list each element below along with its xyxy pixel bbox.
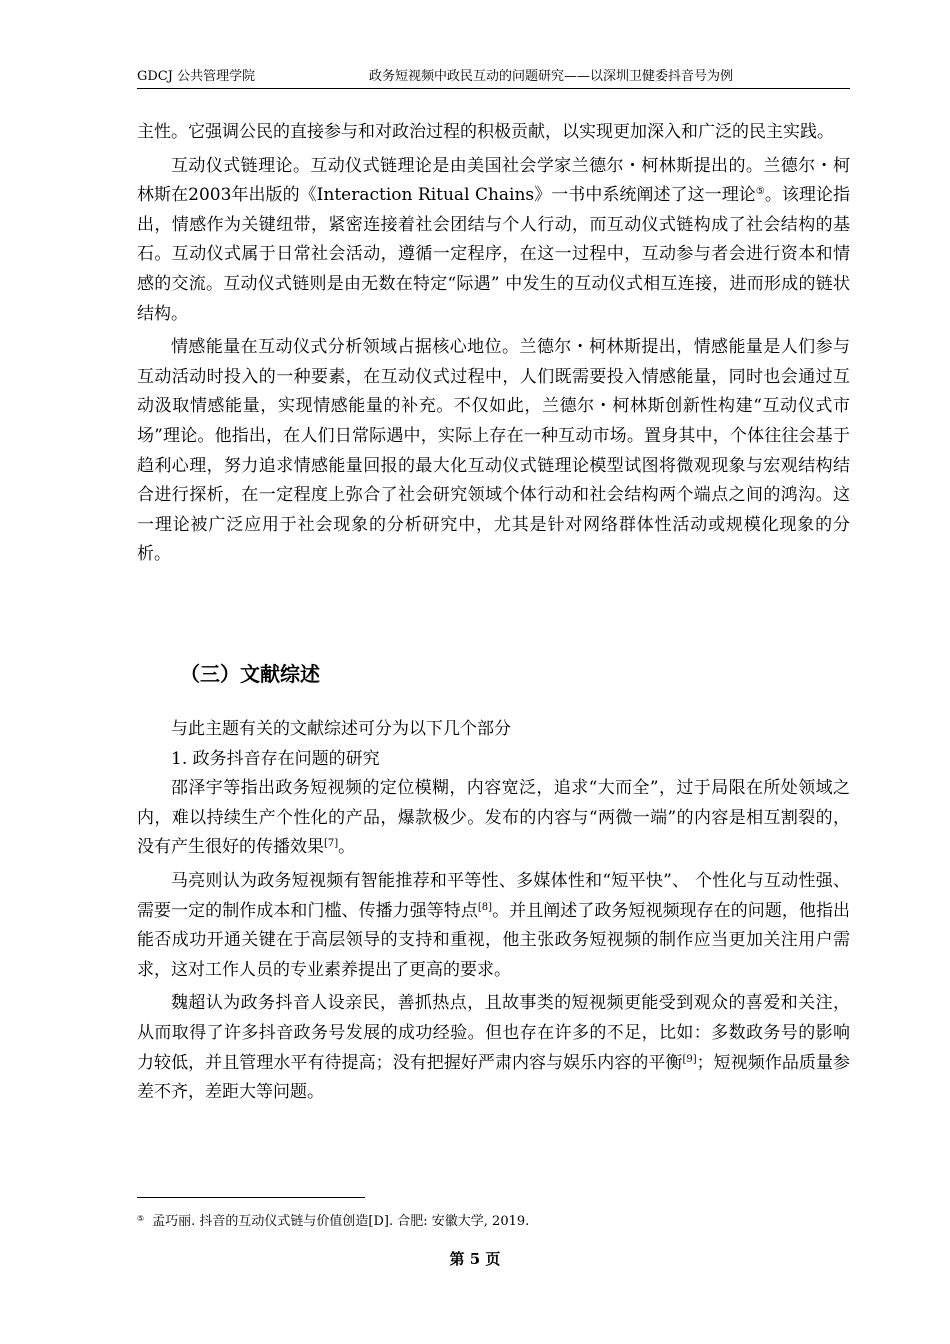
paragraph-text: 。 <box>338 837 356 858</box>
header-thesis-title: 政务短视频中政民互动的问题研究——以深圳卫健委抖音号为例 <box>369 69 734 84</box>
footnote-mark: ⑤ <box>137 1214 145 1223</box>
section-intro: 与此主题有关的文献综述可分为以下几个部分 <box>171 719 511 739</box>
paragraph-emotional-energy: 情感能量在互动仪式分析领域占据核心地位。兰德尔・柯林斯提出，情感能量是人们参与互动活动时投入的一种要素，在互动仪式过程中，人们既需要投入情感能量，同时也会通过互动汲取情感能量，实现情感能量的补充。不仅如此，兰德尔・柯林斯创新性构建“互动仪式市场”理论。他指出，在人们日常际遇中，实际上存在一种互动市场。置身其中，个体往往会基于趋利心理，努力追求情感能量回报的最大化互动仪式链理论模型试图将微观现象与宏观结构结合进行探析，在一定程度上弥合了社会研究领域个体行动和社会结构两个端点之间的鸿沟。这一理论被广泛应用于社会现象的分析研究中，尤其是针对网络群体性活动或规模化现象的分析。 <box>137 337 850 565</box>
paragraph-text: 。该理论指出，情感作为关键纽带，紧密连接着社会团结与个人行动，而互动仪式链构成了社会结构的基石。互动仪式属于日常社会活动，遵循一定程序，在这一过程中，互动参与者会进行资本和情感的交流。互动仪式链则是由无数在特定“际遇” 中发生的互动仪式相互连接，进而形成的链状结构。 <box>137 185 851 324</box>
paragraph-text: 互动仪式链理论。互动仪式链理论是由美国社会学家兰德尔・柯林斯提出的。兰德尔・柯林斯在2003年出版的《Interaction Ritual Chains》一书中系统阐述了这一理论 <box>137 155 850 206</box>
footnote-text: 孟巧丽. 抖音的互动仪式链与价值创造[D]. 合肥: 安徽大学, 2019. <box>152 1214 530 1229</box>
subsection-heading: 1. 政务抖音存在问题的研究 <box>171 748 380 769</box>
paragraph-text: 。并且阐述了政务短视频现存在的问题，他指出能否成功开通关键在于高层领导的支持和重视，他主张政务短视频的制作应当更加关注用户需求，这对工作人员的专业素养提出了更高的要求。 <box>137 900 851 980</box>
body-text-lower <box>137 715 850 1108</box>
body-text-upper <box>137 118 850 570</box>
paragraph-interaction-ritual-theory <box>137 152 850 330</box>
citation-reference[interactable]: [7] <box>324 838 339 850</box>
paragraph-continued: 主性。它强调公民的直接参与和对政治过程的积极贡献，以实现更加深入和广泛的民主实践。 <box>137 122 834 142</box>
paragraph-text: 魏超认为政务抖音人设亲民，善抓热点，且故事类的短视频更能受到观众的喜爱和关注，从而取得了许多抖音政务号发展的成功经验。但也存在许多的不足，比如：多数政务号的影响力较低，并且管理水平有待提高；没有把握好严肃内容与娱乐内容的平衡 <box>137 993 850 1073</box>
footnote <box>137 1210 529 1231</box>
footnote-separator <box>137 1197 365 1198</box>
section-heading: （三）文献综述 <box>180 662 320 686</box>
paragraph-text: 邵泽宇等指出政务短视频的定位模糊，内容宽泛，追求“大而全”，过于局限在所处领域之内，难以持续生产个性化的产品，爆款极少。发布的内容与“两微一端”的内容是相互割裂的，没有产生很好的传播效果 <box>137 778 850 858</box>
paragraph-wei <box>137 989 850 1107</box>
citation-reference[interactable]: [9] <box>682 1053 697 1065</box>
citation-reference[interactable]: [8] <box>477 901 493 913</box>
footnote-reference[interactable]: ⑤ <box>755 186 765 198</box>
paragraph-text: ；短视频作品质量参差不齐，差距大等问题。 <box>137 1052 851 1103</box>
page-number: 第 5 页 <box>449 1250 501 1268</box>
paragraph-shao <box>137 774 850 863</box>
running-header <box>137 68 850 89</box>
paragraph-text: 马亮则认为政务短视频有智能推荐和平等性、多媒体性和“短平快”、 个性化与互动性强、需要一定的制作成本和门槛、传播力强等特点 <box>137 870 850 921</box>
header-institution: GDCJ 公共管理学院 <box>137 69 256 84</box>
paragraph-ma <box>137 867 850 985</box>
